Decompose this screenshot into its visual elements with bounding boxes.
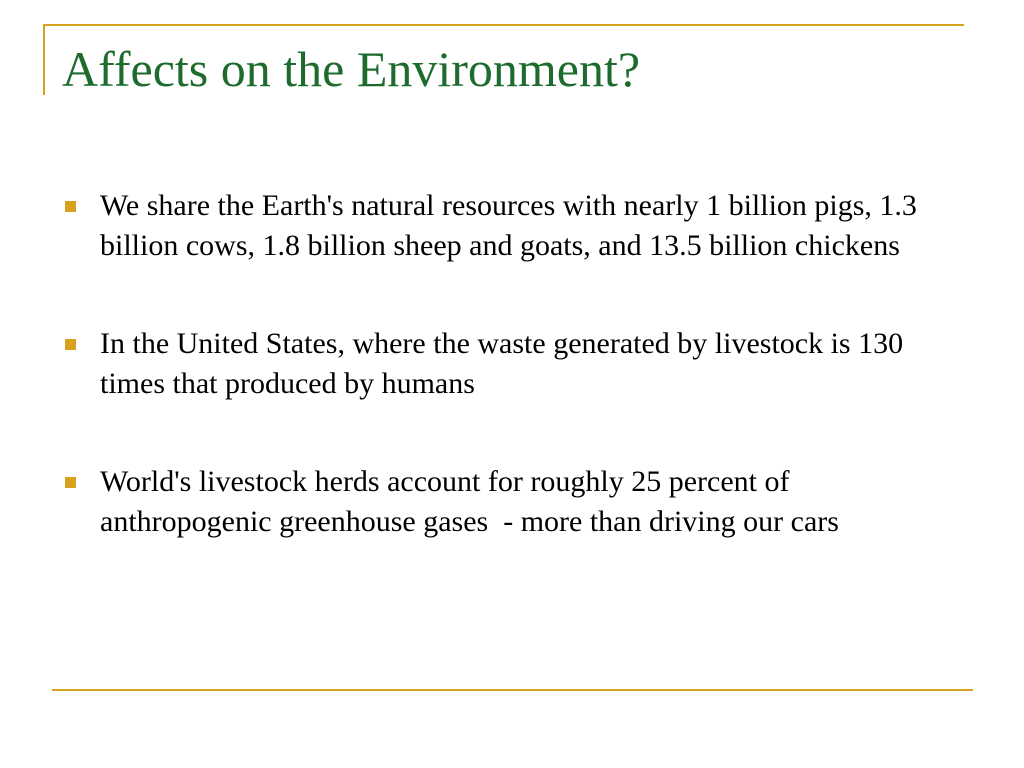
bullet-item [62, 324, 962, 404]
bullet-item [62, 186, 962, 266]
slide-title: Affects on the Environment? [62, 41, 641, 97]
bullet-list [62, 186, 962, 542]
bullet-text: World's livestock herds account for roughly 25 percent of anthropogenic greenhouse gases - more than driving our cars [100, 465, 839, 538]
bottom-accent-rule [52, 689, 973, 691]
square-bullet-icon [65, 477, 76, 488]
left-accent-rule [43, 24, 45, 95]
bullet-text: We share the Earth's natural resources with nearly 1 billion pigs, 1.3 billion cows, 1.8 billion sheep and goats, and 13.5 billion chickens [100, 189, 925, 262]
square-bullet-icon [65, 339, 76, 350]
top-accent-rule [43, 24, 964, 26]
bullet-item [62, 462, 962, 542]
square-bullet-icon [65, 201, 76, 212]
bullet-text: In the United States, where the waste generated by livestock is 130 times that produced by humans [100, 327, 911, 400]
